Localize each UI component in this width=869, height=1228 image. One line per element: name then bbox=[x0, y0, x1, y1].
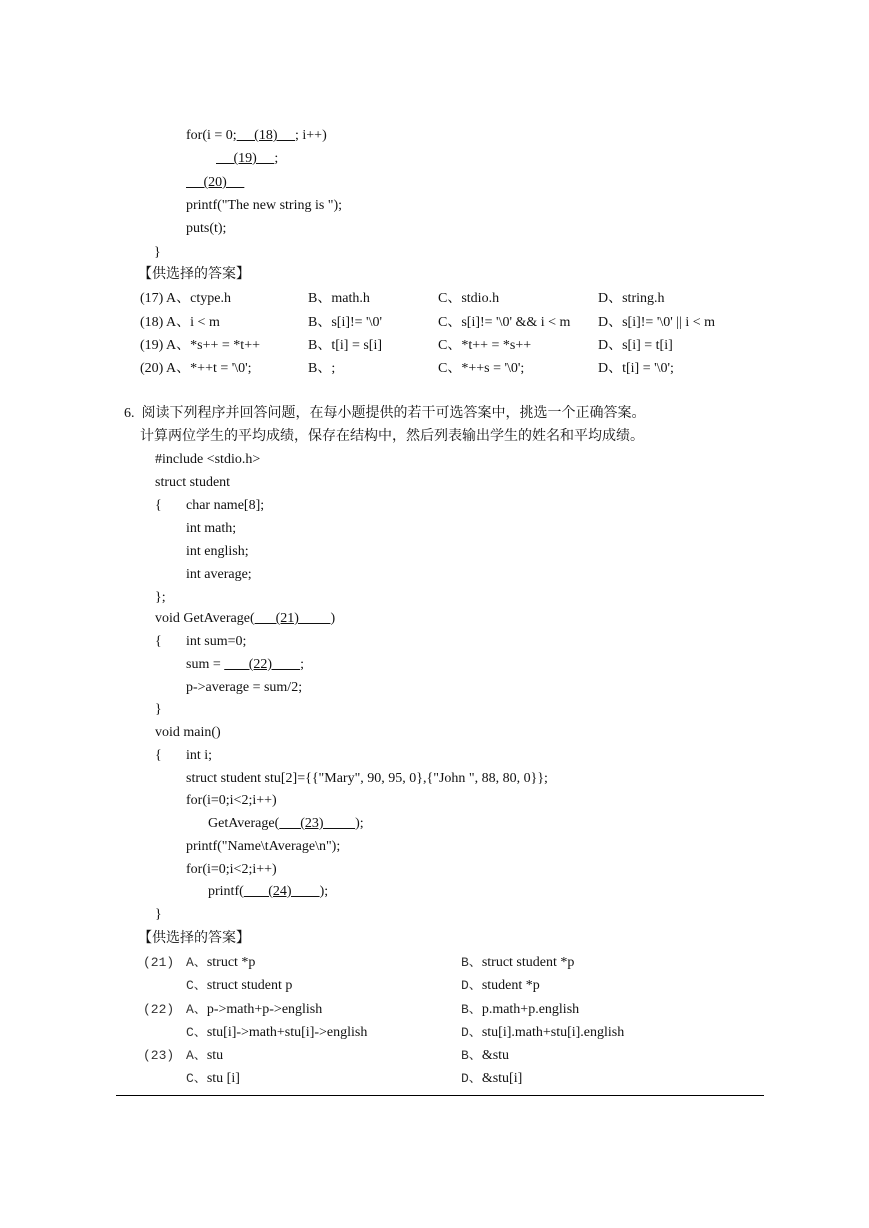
code-printf-header: printf("Name\tAverage\n"); bbox=[186, 839, 341, 854]
option-c: C、stdio.h bbox=[438, 291, 500, 306]
option-b: B、&stu bbox=[461, 1048, 510, 1063]
option-c: C、*t++ = *s++ bbox=[438, 338, 532, 353]
option-b: B、struct student *p bbox=[461, 955, 575, 970]
code-sum-assign: sum = (22) ; bbox=[186, 657, 304, 672]
blank-21: (21) bbox=[254, 611, 331, 626]
option-a: (18) A、i < m bbox=[140, 315, 220, 330]
option-d: D、&stu[i] bbox=[461, 1071, 523, 1086]
code-line-blank19: (19) ; bbox=[216, 151, 279, 166]
code-for-2: for(i=0;i<2;i++) bbox=[186, 862, 277, 877]
option-c: C、stu[i]->math+stu[i]->english bbox=[186, 1025, 368, 1040]
code-getaverage-call: GetAverage( (23) ); bbox=[208, 816, 364, 831]
option-c: C、s[i]!= '\0' && i < m bbox=[438, 315, 571, 330]
code-line-for: for(i = 0; (18) ; i++) bbox=[186, 128, 327, 143]
code-struct: struct student bbox=[155, 475, 231, 490]
blank-19: (19) bbox=[216, 151, 275, 166]
code-sum-decl: int sum=0; bbox=[186, 634, 247, 649]
option-c: C、*++s = '\0'; bbox=[438, 361, 525, 376]
blank-24: (24) bbox=[243, 884, 320, 899]
option-a: (20) A、*++t = '\0'; bbox=[140, 361, 252, 376]
code-line-close: } bbox=[154, 245, 161, 260]
code-line-printf: printf("The new string is "); bbox=[186, 198, 343, 213]
question-number: (22) bbox=[143, 1002, 175, 1017]
code-printf-row: printf( (24) ); bbox=[208, 884, 329, 899]
option-d: D、s[i] = t[i] bbox=[598, 338, 673, 353]
code-field-average: int average; bbox=[186, 567, 252, 582]
option-d: D、stu[i].math+stu[i].english bbox=[461, 1025, 625, 1040]
option-c: C、stu [i] bbox=[186, 1071, 240, 1086]
option-a: A、struct *p bbox=[186, 955, 256, 970]
option-a: (17) A、ctype.h bbox=[140, 291, 231, 306]
code-getaverage-signature: void GetAverage( (21) ) bbox=[155, 611, 336, 626]
code-include: #include <stdio.h> bbox=[155, 452, 261, 467]
code-brace-close: } bbox=[155, 702, 162, 717]
option-b: B、math.h bbox=[308, 291, 370, 306]
blank-22: (22) bbox=[224, 657, 301, 672]
code-brace-close: }; bbox=[155, 590, 166, 605]
section-6-description: 计算两位学生的平均成绩，保存在结构中，然后列表输出学生的姓名和平均成绩。 bbox=[140, 429, 644, 444]
code-brace-open: { bbox=[155, 498, 162, 513]
code-int-i: int i; bbox=[186, 748, 213, 763]
answers-heading: 【供选择的答案】 bbox=[138, 267, 250, 282]
option-a: A、stu bbox=[186, 1048, 224, 1063]
option-d: D、s[i]!= '\0' || i < m bbox=[598, 315, 716, 330]
blank-23: (23) bbox=[279, 816, 356, 831]
option-d: D、string.h bbox=[598, 291, 665, 306]
option-c: C、struct student p bbox=[186, 978, 293, 993]
code-stu-init: struct student stu[2]={{"Mary", 90, 95, 0},{"John ", 88, 80, 0}}; bbox=[186, 771, 548, 786]
option-b: B、; bbox=[308, 361, 336, 376]
question-number: (23) bbox=[143, 1048, 175, 1063]
option-a: (19) A、*s++ = *t++ bbox=[140, 338, 260, 353]
page-footer-rule bbox=[116, 1095, 764, 1096]
code-field-name: char name[8]; bbox=[186, 498, 265, 513]
code-line-puts: puts(t); bbox=[186, 221, 227, 236]
code-field-math: int math; bbox=[186, 521, 237, 536]
blank-20: (20) bbox=[186, 175, 245, 190]
option-d: D、t[i] = '\0'; bbox=[598, 361, 674, 376]
option-b: B、s[i]!= '\0' bbox=[308, 315, 382, 330]
section-6-title: 6. 阅读下列程序并回答问题，在每小题提供的若干可选答案中，挑选一个正确答案。 bbox=[124, 406, 646, 421]
code-average-assign: p->average = sum/2; bbox=[186, 680, 303, 695]
code-brace-open: { bbox=[155, 748, 162, 763]
question-number: (21) bbox=[143, 955, 175, 970]
answers-heading: 【供选择的答案】 bbox=[138, 931, 250, 946]
code-main: void main() bbox=[155, 725, 221, 740]
code-brace-open: { bbox=[155, 634, 162, 649]
code-for-1: for(i=0;i<2;i++) bbox=[186, 793, 277, 808]
option-b: B、t[i] = s[i] bbox=[308, 338, 382, 353]
code-brace-close: } bbox=[155, 907, 162, 922]
option-a: A、p->math+p->english bbox=[186, 1002, 323, 1017]
option-d: D、student *p bbox=[461, 978, 540, 993]
code-line-blank20 bbox=[186, 174, 244, 192]
option-b: B、p.math+p.english bbox=[461, 1002, 580, 1017]
code-field-english: int english; bbox=[186, 544, 249, 559]
blank-18: (18) bbox=[236, 128, 295, 143]
